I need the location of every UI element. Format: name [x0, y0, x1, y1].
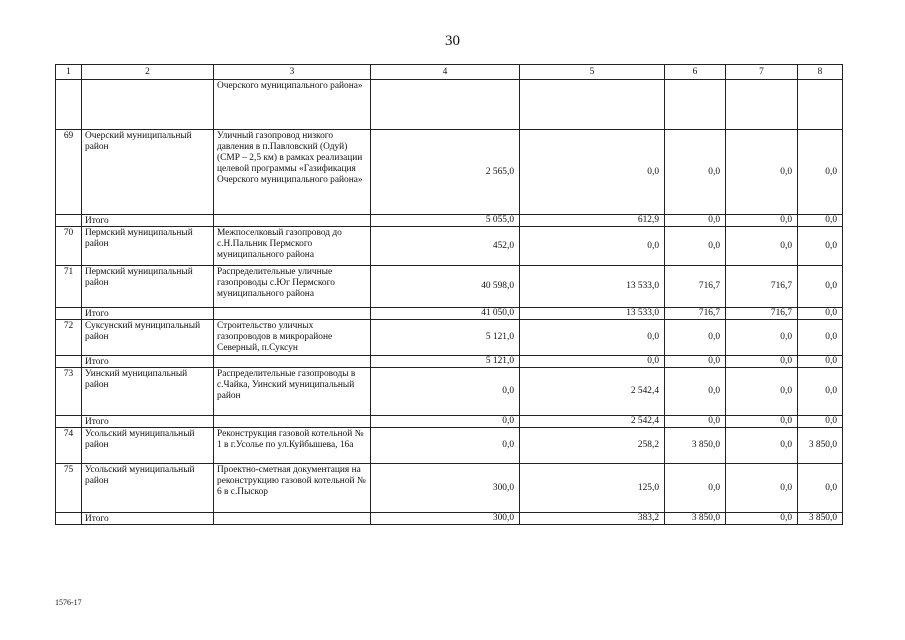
row-number [56, 215, 82, 227]
value-col-4: 5 055,0 [371, 215, 520, 227]
project-description: Распределительные газопроводы в с.Чайка, Уинский муниципальный район [214, 368, 371, 416]
total-label: Итого [82, 308, 214, 320]
value-col-8: 0,0 [798, 416, 843, 428]
value-col-5: 258,2 [520, 428, 665, 464]
row-number [56, 356, 82, 368]
table-row [56, 368, 843, 416]
project-description: Строительство уличных газопроводов в микрорайоне Северный, п.Суксун [214, 320, 371, 356]
table-row [56, 464, 843, 513]
value-col-4: 0,0 [371, 368, 520, 416]
value-col-5: 125,0 [520, 464, 665, 513]
value-col-6: 716,7 [665, 266, 726, 308]
value-col-7: 0,0 [726, 356, 798, 368]
row-number: 71 [56, 266, 82, 308]
value-col-6: 3 850,0 [665, 428, 726, 464]
value-col-5: 0,0 [520, 320, 665, 356]
municipality-name: Усольский муниципальный район [82, 428, 214, 464]
row-number: 72 [56, 320, 82, 356]
value-col-5: 13 533,0 [520, 308, 665, 320]
municipality-name: Усольский муниципальный район [82, 464, 214, 513]
row-number: 74 [56, 428, 82, 464]
header-cell: 4 [371, 65, 520, 80]
table-row [56, 80, 843, 130]
project-description [214, 308, 371, 320]
row-number [56, 80, 82, 130]
value-col-7: 0,0 [726, 464, 798, 513]
value-col-5: 13 533,0 [520, 266, 665, 308]
project-description: Проектно-сметная документация на реконструкцию газовой котельной № 6 в с.Пыскор [214, 464, 371, 513]
value-col-6: 0,0 [665, 130, 726, 215]
budget-table [55, 64, 843, 525]
row-number [56, 308, 82, 320]
value-col-4: 0,0 [371, 428, 520, 464]
project-description: Реконструкция газовой котельной № 1 в г.Усолье по ул.Куйбышева, 16а [214, 428, 371, 464]
value-col-6: 716,7 [665, 308, 726, 320]
value-col-8: 0,0 [798, 368, 843, 416]
header-cell: 8 [798, 65, 843, 80]
value-col-4: 41 050,0 [371, 308, 520, 320]
table-row [56, 428, 843, 464]
value-col-7: 0,0 [726, 416, 798, 428]
row-number: 75 [56, 464, 82, 513]
row-number [56, 416, 82, 428]
total-label: Итого [82, 513, 214, 525]
value-col-8: 0,0 [798, 215, 843, 227]
total-label: Итого [82, 215, 214, 227]
value-col-8: 0,0 [798, 320, 843, 356]
project-description: Уличный газопровод низкого давления в п.Павловский (Одуй) (СМР – 2,5 км) в рамках реализации целевой программы «Газификация Очерского муниципального района» [214, 130, 371, 215]
table-header [56, 65, 843, 80]
value-col-6: 0,0 [665, 356, 726, 368]
header-cell: 6 [665, 65, 726, 80]
value-col-8: 3 850,0 [798, 513, 843, 525]
value-col-6: 3 850,0 [665, 513, 726, 525]
value-col-7: 0,0 [726, 320, 798, 356]
value-col-6 [665, 80, 726, 130]
value-col-4: 2 565,0 [371, 130, 520, 215]
value-col-8: 0,0 [798, 130, 843, 215]
value-col-7: 716,7 [726, 266, 798, 308]
header-cell: 2 [82, 65, 214, 80]
total-row [56, 308, 843, 320]
value-col-7: 0,0 [726, 368, 798, 416]
value-col-4: 5 121,0 [371, 320, 520, 356]
municipality-name: Уинский муниципальный район [82, 368, 214, 416]
value-col-7: 0,0 [726, 428, 798, 464]
value-col-5: 2 542,4 [520, 416, 665, 428]
table-row [56, 130, 843, 215]
value-col-4 [371, 80, 520, 130]
table-body [56, 80, 843, 525]
value-col-4: 300,0 [371, 513, 520, 525]
project-description [214, 215, 371, 227]
value-col-8: 3 850,0 [798, 428, 843, 464]
value-col-6: 0,0 [665, 227, 726, 266]
municipality-name: Очерский муниципальный район [82, 130, 214, 215]
document-code: 1576-17 [55, 598, 82, 607]
value-col-6: 0,0 [665, 320, 726, 356]
page-number: 30 [445, 33, 460, 49]
table-row [56, 227, 843, 266]
municipality-name [82, 80, 214, 130]
value-col-5 [520, 80, 665, 130]
row-number: 73 [56, 368, 82, 416]
value-col-4: 0,0 [371, 416, 520, 428]
value-col-8 [798, 80, 843, 130]
row-number: 69 [56, 130, 82, 215]
value-col-5: 0,0 [520, 227, 665, 266]
value-col-4: 300,0 [371, 464, 520, 513]
project-description: Межпоселковый газопровод до с.Н.Пальник Пермского муниципального района [214, 227, 371, 266]
value-col-4: 452,0 [371, 227, 520, 266]
project-description: Распределительные уличные газопроводы с.Юг Пермского муниципального района [214, 266, 371, 308]
municipality-name: Суксунский муниципальный район [82, 320, 214, 356]
total-row [56, 513, 843, 525]
header-cell: 7 [726, 65, 798, 80]
value-col-5: 612,9 [520, 215, 665, 227]
project-description: Очерского муниципального района» [214, 80, 371, 130]
row-number: 70 [56, 227, 82, 266]
value-col-7 [726, 80, 798, 130]
value-col-7: 0,0 [726, 227, 798, 266]
total-row [56, 416, 843, 428]
project-description [214, 416, 371, 428]
project-description [214, 513, 371, 525]
total-label: Итого [82, 416, 214, 428]
value-col-5: 0,0 [520, 130, 665, 215]
value-col-8: 0,0 [798, 356, 843, 368]
value-col-5: 383,2 [520, 513, 665, 525]
total-label: Итого [82, 356, 214, 368]
value-col-4: 5 121,0 [371, 356, 520, 368]
value-col-8: 0,0 [798, 464, 843, 513]
value-col-5: 2 542,4 [520, 368, 665, 416]
value-col-7: 0,0 [726, 215, 798, 227]
total-row [56, 356, 843, 368]
project-description [214, 356, 371, 368]
value-col-6: 0,0 [665, 368, 726, 416]
header-cell: 1 [56, 65, 82, 80]
total-row [56, 215, 843, 227]
row-number [56, 513, 82, 525]
value-col-7: 0,0 [726, 513, 798, 525]
header-cell: 3 [214, 65, 371, 80]
table-row [56, 320, 843, 356]
value-col-8: 0,0 [798, 227, 843, 266]
value-col-6: 0,0 [665, 416, 726, 428]
value-col-8: 0,0 [798, 308, 843, 320]
value-col-5: 0,0 [520, 356, 665, 368]
header-cell: 5 [520, 65, 665, 80]
municipality-name: Пермский муниципальный район [82, 266, 214, 308]
value-col-6: 0,0 [665, 464, 726, 513]
municipality-name: Пермский муниципальный район [82, 227, 214, 266]
value-col-8: 0,0 [798, 266, 843, 308]
value-col-7: 0,0 [726, 130, 798, 215]
value-col-4: 40 598,0 [371, 266, 520, 308]
value-col-6: 0,0 [665, 215, 726, 227]
table-row [56, 266, 843, 308]
value-col-7: 716,7 [726, 308, 798, 320]
